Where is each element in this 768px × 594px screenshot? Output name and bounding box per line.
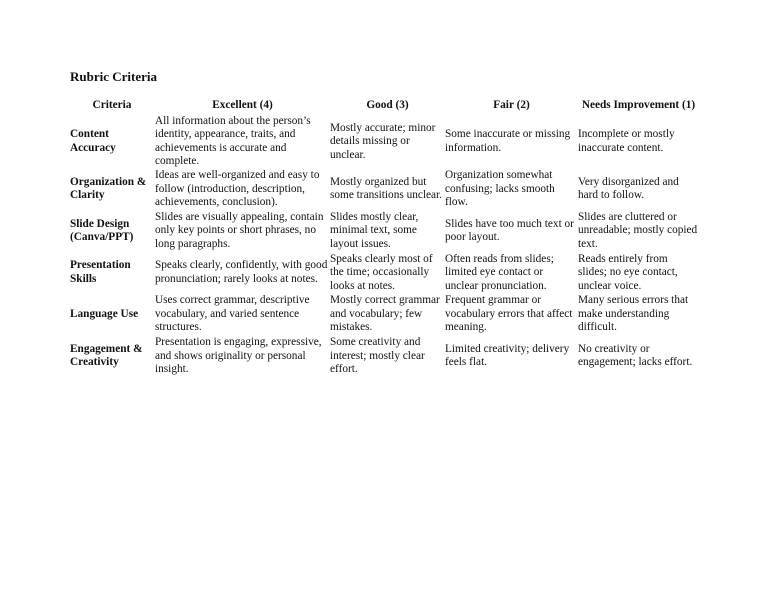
rubric-table	[69, 96, 699, 377]
page-title: Rubric Criteria	[70, 69, 158, 84]
table-row-organization-clarity	[69, 169, 699, 211]
good-cell: Mostly accurate; minor details missing or unclear.	[330, 121, 436, 161]
excellent-cell: Ideas are well-organized and easy to follow (introduction, description, achievements, conclusion).	[155, 169, 320, 209]
header-excellent: Excellent (4)	[212, 98, 273, 111]
fair-cell: Frequent grammar or vocabulary errors that affect meaning.	[445, 294, 573, 334]
needs-improvement-cell: Reads entirely from slides; no eye contact, unclear voice.	[578, 252, 678, 292]
header-fair: Fair (2)	[493, 98, 530, 111]
criteria-label: Content Accuracy	[70, 128, 116, 154]
header-criteria: Criteria	[92, 98, 132, 111]
criteria-label: Slide Design (Canva/PPT)	[70, 217, 134, 244]
criteria-label: Organization & Clarity	[70, 176, 147, 202]
fair-cell: Often reads from slides; limited eye contact or unclear pronunciation.	[445, 252, 554, 292]
table-row-presentation-skills	[69, 252, 699, 294]
good-cell: Mostly correct grammar and vocabulary; few mistakes.	[330, 294, 440, 334]
needs-improvement-cell: No creativity or engagement; lacks effort.	[578, 342, 693, 369]
table-row-engagement-creativity	[69, 335, 699, 377]
criteria-label: Language Use	[70, 307, 139, 320]
criteria-label: Presentation Skills	[70, 259, 131, 285]
needs-improvement-cell: Very disorganized and hard to follow.	[578, 176, 679, 202]
excellent-cell: Uses correct grammar, descriptive vocabulary, and varied sentence structures.	[155, 294, 310, 334]
header-needs-improvement: Needs Improvement (1)	[581, 98, 696, 111]
fair-cell: Some inaccurate or missing information.	[445, 128, 571, 154]
good-cell: Speaks clearly most of the time; occasionally looks at notes.	[330, 252, 433, 292]
good-cell: Slides mostly clear, minimal text, some layout issues.	[330, 211, 419, 250]
fair-cell: Slides have too much text or poor layout.	[445, 217, 574, 244]
needs-improvement-cell: Slides are cluttered or unreadable; mostly copied text.	[578, 211, 698, 250]
excellent-cell: Speaks clearly, confidently, with good pronunciation; rarely looks at notes.	[155, 259, 328, 285]
fair-cell: Limited creativity; delivery feels flat.	[445, 342, 570, 369]
good-cell: Some creativity and interest; mostly clear effort.	[330, 336, 425, 375]
fair-cell: Organization somewhat confusing; lacks smooth flow.	[445, 169, 555, 209]
criteria-label: Engagement & Creativity	[70, 342, 143, 369]
excellent-cell: Slides are visually appealing, contain only key points or short phrases, no long paragraphs.	[155, 211, 324, 250]
excellent-cell: Presentation is engaging, expressive, and shows originality or personal insight.	[155, 336, 322, 375]
table-row-language-use	[69, 294, 699, 336]
table-row-content-accuracy	[69, 115, 699, 169]
good-cell: Mostly organized but some transitions unclear.	[330, 176, 443, 202]
table-row-slide-design	[69, 210, 699, 252]
header-good: Good (3)	[366, 98, 409, 111]
needs-improvement-cell: Incomplete or mostly inaccurate content.	[578, 128, 675, 154]
header-row	[69, 96, 699, 115]
excellent-cell: All information about the person’s identity, appearance, traits, and achievements is accurate and complete.	[155, 115, 311, 168]
needs-improvement-cell: Many serious errors that make understanding difficult.	[578, 294, 689, 334]
